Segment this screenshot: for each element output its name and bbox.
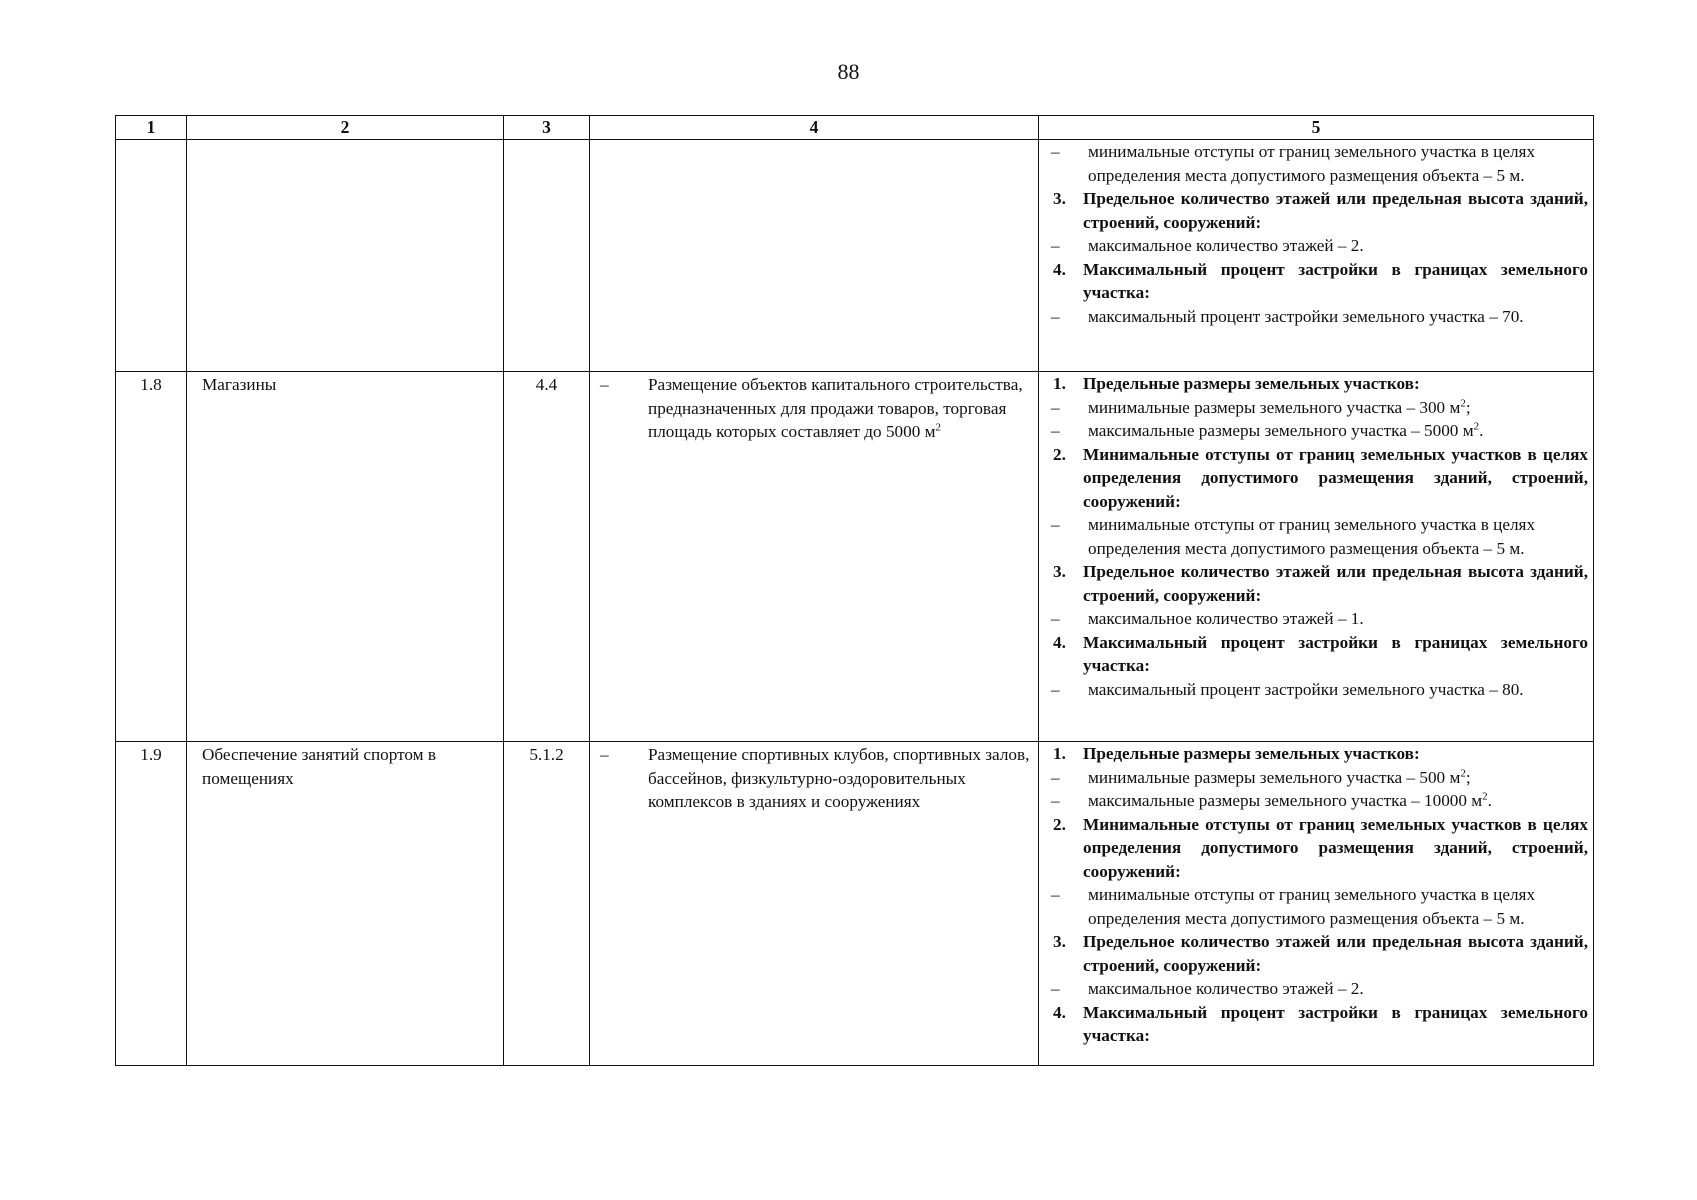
number-marker: 3. (1053, 562, 1066, 581)
superscript: 2 (1460, 766, 1466, 779)
parameter-item (1051, 766, 1588, 790)
dash-marker: – (600, 375, 609, 394)
use-name-cell: Обеспечение занятий спортом в помещениях (187, 742, 504, 1066)
use-description-item (600, 743, 1032, 814)
dash-marker: – (1051, 236, 1060, 255)
parameter-item (1051, 234, 1588, 258)
number-marker: 4. (1053, 259, 1066, 279)
parameter-text: минимальные размеры земельного участка – 300 $м^2$; (1088, 396, 1471, 417)
row-number-cell (116, 140, 187, 372)
use-description-cell (590, 372, 1039, 742)
superscript: 2 (1482, 790, 1488, 803)
table-header-row (116, 116, 1594, 140)
use-code-cell: 5.1.2 (504, 742, 590, 1066)
parameter-item (1051, 396, 1588, 420)
table-row (116, 140, 1594, 372)
parameter-item (1051, 607, 1588, 631)
number-marker: 3. (1053, 189, 1066, 208)
parameter-item (1051, 305, 1588, 329)
dash-marker: – (1051, 767, 1060, 787)
parameter-text: Предельное количество этажей или предельная высота зданий, строений, сооружений: (1083, 189, 1588, 232)
table-row (116, 742, 1594, 1066)
parameter-item (1051, 977, 1588, 1001)
parameter-heading (1051, 560, 1588, 607)
use-description-item (600, 373, 1032, 444)
number-marker: 1. (1053, 744, 1066, 763)
parameter-item (1051, 883, 1588, 930)
dash-marker: – (1051, 142, 1060, 161)
parameter-heading (1051, 187, 1588, 234)
use-description-text: Размещение спортивных клубов, спортивных залов, бассейнов, физкультурно-оздоровительных комплексов в зданиях и сооружениях (648, 745, 1030, 811)
parameter-text: максимальные размеры земельного участка – 5000 $м^2$. (1088, 420, 1484, 440)
superscript: 2 (1473, 420, 1480, 433)
parameter-item (1051, 513, 1588, 560)
regulations-table (115, 115, 1594, 1066)
parameter-text: Минимальные отступы от границ земельных участков в целях определения допустимого размещения зданий, строений, сооружений: (1083, 444, 1588, 511)
parameter-text: максимальный процент застройки земельного участка – 70. (1088, 306, 1524, 326)
column-header-1: 1 (116, 116, 187, 140)
number-marker: 4. (1053, 1002, 1066, 1022)
dash-marker: – (1051, 679, 1060, 699)
use-name-cell (187, 140, 504, 372)
parameter-text: минимальные отступы от границ земельного участка в целях определения места допустимого размещения объекта – 5 м. (1088, 515, 1536, 558)
dash-marker: – (1051, 421, 1060, 440)
parameter-text: максимальное количество этажей – 2. (1088, 979, 1364, 998)
number-marker: 3. (1053, 932, 1066, 951)
parameter-text: Предельное количество этажей или предельная высота зданий, строений, сооружений: (1083, 562, 1588, 605)
parameter-heading (1051, 813, 1588, 884)
use-code-cell (504, 140, 590, 372)
use-description-cell (590, 140, 1039, 372)
parameter-text: Предельные размеры земельных участков: (1083, 744, 1420, 763)
column-header-3: 3 (504, 116, 590, 140)
number-marker: 2. (1053, 814, 1066, 834)
parameter-item (1051, 678, 1588, 702)
dash-marker: – (1051, 397, 1060, 417)
parameters-cell (1039, 742, 1594, 1066)
use-name-cell: Магазины (187, 372, 504, 742)
superscript: 2 (935, 421, 941, 434)
parameter-item (1051, 140, 1588, 187)
parameter-heading (1051, 930, 1588, 977)
parameter-text: Минимальные отступы от границ земельных участков в целях определения допустимого размещения зданий, строений, сооружений: (1083, 814, 1588, 881)
dash-marker: – (600, 745, 609, 764)
parameter-text: максимальное количество этажей – 1. (1088, 609, 1364, 628)
parameters-cell (1039, 140, 1594, 372)
row-number-cell: 1.9 (116, 742, 187, 1066)
parameter-heading (1051, 631, 1588, 678)
column-header-4: 4 (590, 116, 1039, 140)
parameter-text: минимальные отступы от границ земельного участка в целях определения места допустимого размещения объекта – 5 м. (1088, 885, 1536, 928)
parameter-heading (1051, 372, 1588, 396)
use-description-text: Размещение объектов капитального строительства, предназначенных для продажи товаров, торговая площадь которых составляет до 5000 $м^2$ (648, 375, 1023, 441)
parameter-text: Предельное количество этажей или предельная высота зданий, строений, сооружений: (1083, 932, 1588, 975)
parameter-heading (1051, 1001, 1588, 1048)
parameter-text: Максимальный процент застройки в границах земельного участка: (1083, 1002, 1588, 1045)
dash-marker: – (1051, 306, 1060, 326)
parameter-item (1051, 789, 1588, 813)
number-marker: 2. (1053, 444, 1066, 464)
dash-marker: – (1051, 885, 1060, 904)
row-number-cell: 1.8 (116, 372, 187, 742)
dash-marker: – (1051, 515, 1060, 534)
dash-marker: – (1051, 791, 1060, 810)
parameter-heading (1051, 443, 1588, 514)
parameter-heading (1051, 742, 1588, 766)
parameter-text: Максимальный процент застройки в границах земельного участка: (1083, 632, 1588, 675)
use-description-cell (590, 742, 1039, 1066)
parameter-text: минимальные отступы от границ земельного участка в целях определения места допустимого размещения объекта – 5 м. (1088, 142, 1536, 185)
parameter-text: максимальное количество этажей – 2. (1088, 236, 1364, 255)
superscript: 2 (1460, 396, 1466, 409)
parameters-cell (1039, 372, 1594, 742)
dash-marker: – (1051, 979, 1060, 998)
table-row (116, 372, 1594, 742)
parameter-text: минимальные размеры земельного участка – 500 $м^2$; (1088, 766, 1471, 787)
use-code-cell: 4.4 (504, 372, 590, 742)
parameter-text: Предельные размеры земельных участков: (1083, 374, 1420, 393)
parameter-heading (1051, 258, 1588, 305)
column-header-2: 2 (187, 116, 504, 140)
parameter-text: максимальные размеры земельного участка – 10000 $м^2$. (1088, 790, 1492, 810)
parameter-text: Максимальный процент застройки в границах земельного участка: (1083, 259, 1588, 302)
column-header-5: 5 (1039, 116, 1594, 140)
parameter-item (1051, 419, 1588, 443)
dash-marker: – (1051, 609, 1060, 628)
parameter-text: максимальный процент застройки земельного участка – 80. (1088, 679, 1524, 699)
number-marker: 1. (1053, 374, 1066, 393)
page-number: 88 (837, 59, 860, 84)
number-marker: 4. (1053, 632, 1066, 652)
